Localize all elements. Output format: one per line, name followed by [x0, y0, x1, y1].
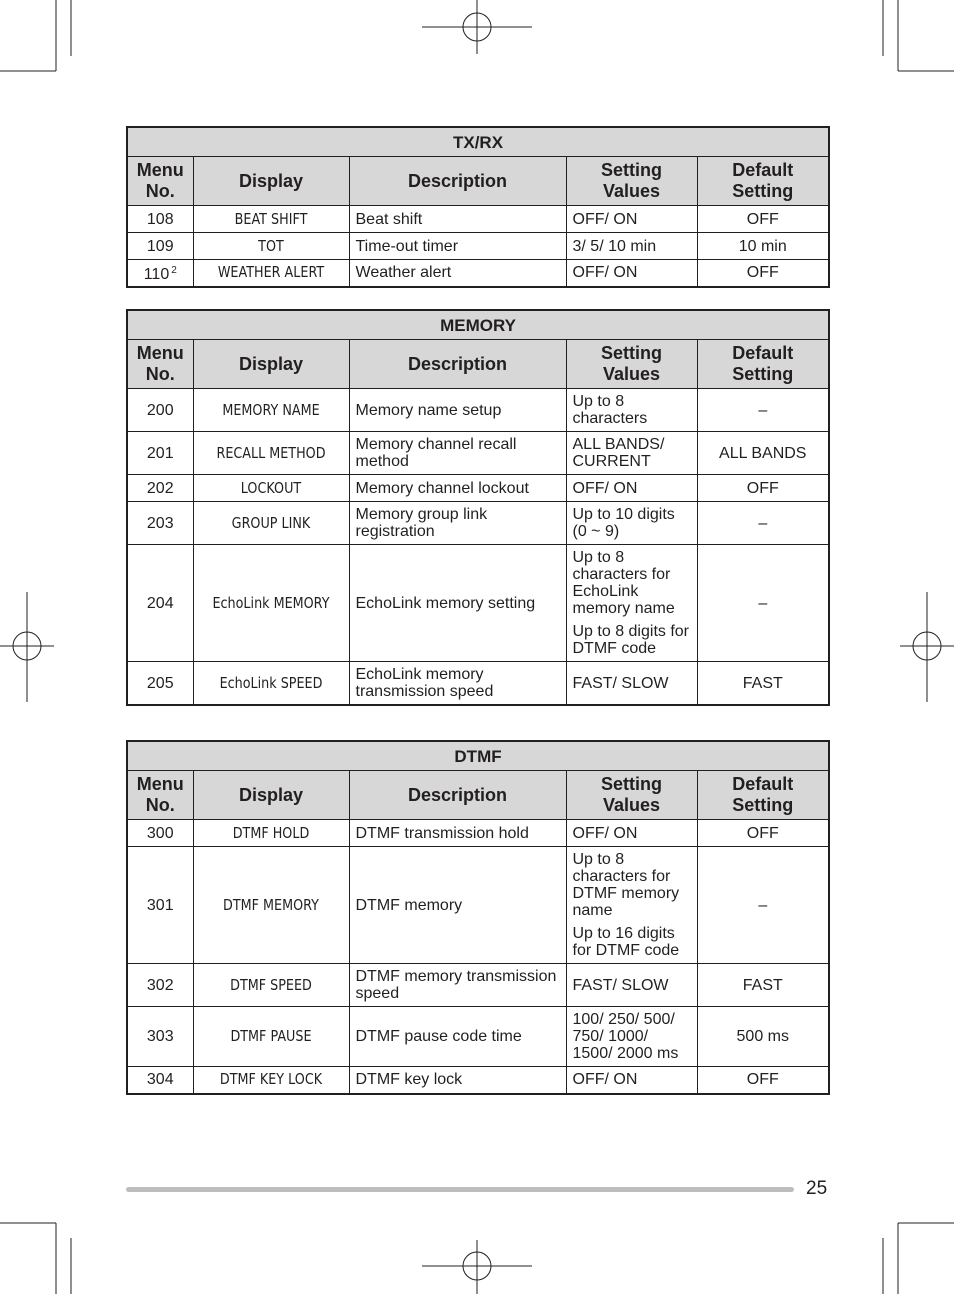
- menu-no-cell: [127, 1007, 193, 1067]
- setting-values-cell: [566, 233, 697, 260]
- header-setting-values: Setting Values: [566, 340, 697, 389]
- setting-value: Up to 10 digits (0 ~ 9): [572, 506, 675, 540]
- header-display: Display: [193, 157, 349, 206]
- table-title: TX/RX: [127, 127, 829, 157]
- menu-no-cell: [127, 662, 193, 706]
- default-setting-cell: OFF: [697, 206, 829, 233]
- setting-value: Up to 8 characters for EchoLink memory name: [572, 549, 675, 617]
- table-row: [127, 502, 829, 545]
- description-cell: EchoLink memory transmission speed: [349, 662, 566, 706]
- table-row: [127, 233, 829, 260]
- description-cell: Weather alert: [349, 260, 566, 287]
- setting-value: FAST/ SLOW: [572, 976, 669, 994]
- default-setting-cell: –: [697, 389, 829, 432]
- menu-no: 204: [146, 594, 174, 612]
- txrx-table: [126, 126, 830, 288]
- page-number: 25: [806, 1178, 828, 1199]
- display-cell: DTMF HOLD: [205, 820, 338, 847]
- header-default-setting: Default Setting: [697, 771, 829, 820]
- menu-no-cell: [127, 545, 193, 662]
- description-cell: DTMF transmission hold: [349, 820, 566, 847]
- setting-values-cell: [566, 1067, 697, 1094]
- menu-no: 304: [146, 1071, 174, 1089]
- setting-values-cell: [566, 389, 697, 432]
- setting-value: Up to 8 digits for DTMF code: [572, 623, 689, 657]
- setting-value: Up to 8 characters for DTMF memory name: [572, 851, 680, 919]
- menu-no: 200: [146, 401, 174, 419]
- description-cell: EchoLink memory setting: [349, 545, 566, 662]
- display-cell: DTMF PAUSE: [205, 1007, 338, 1067]
- table-row: [127, 432, 829, 475]
- display-cell: WEATHER ALERT: [205, 260, 338, 287]
- header-default-setting: Default Setting: [697, 340, 829, 389]
- default-setting-cell: ALL BANDS: [697, 432, 829, 475]
- dtmf-section: [126, 740, 830, 1095]
- setting-value: OFF/ ON: [572, 210, 638, 228]
- setting-values-cell: [566, 206, 697, 233]
- menu-no-cell: [127, 502, 193, 545]
- menu-no: 202: [146, 479, 174, 497]
- menu-no-cell: [127, 847, 193, 964]
- menu-no-cell: [127, 260, 193, 287]
- setting-value: OFF/ ON: [572, 479, 638, 497]
- table-body: [127, 206, 829, 287]
- memory-table: [126, 309, 830, 706]
- header-description: Description: [349, 157, 566, 206]
- table-row: [127, 260, 829, 287]
- table-row: [127, 847, 829, 964]
- display-cell: TOT: [205, 233, 338, 260]
- txrx-section: [126, 126, 830, 288]
- description-cell: Memory channel recall method: [349, 432, 566, 475]
- menu-no: 303: [146, 1028, 174, 1045]
- table-body: [127, 389, 829, 706]
- table-title: MEMORY: [127, 310, 829, 340]
- display-cell: BEAT SHIFT: [205, 206, 338, 233]
- description-cell: Memory name setup: [349, 389, 566, 432]
- description-cell: DTMF memory: [349, 847, 566, 964]
- header-display: Display: [193, 340, 349, 389]
- setting-value: FAST/ SLOW: [572, 674, 669, 692]
- menu-no-cell: [127, 475, 193, 502]
- table-row: [127, 964, 829, 1007]
- default-setting-cell: 10 min: [697, 233, 829, 260]
- setting-values-cell: [566, 847, 697, 964]
- default-setting-cell: OFF: [697, 820, 829, 847]
- setting-values-cell: [566, 502, 697, 545]
- setting-value: OFF/ ON: [572, 1071, 638, 1089]
- setting-value: OFF/ ON: [572, 264, 638, 282]
- display-cell: DTMF KEY LOCK: [205, 1067, 338, 1094]
- header-description: Description: [349, 340, 566, 389]
- setting-values-cell: [566, 475, 697, 502]
- description-cell: DTMF memory transmission speed: [349, 964, 566, 1007]
- dtmf-table: [126, 740, 830, 1095]
- setting-values-cell: [566, 432, 697, 475]
- display-cell: DTMF MEMORY: [205, 847, 338, 964]
- setting-values-cell: [566, 260, 697, 287]
- menu-no: 205: [146, 674, 174, 692]
- table-row: [127, 206, 829, 233]
- setting-values-cell: [566, 545, 697, 662]
- footer-rule: [126, 1187, 794, 1192]
- description-cell: Memory channel lockout: [349, 475, 566, 502]
- default-setting-cell: –: [697, 847, 829, 964]
- default-setting-cell: OFF: [697, 260, 829, 287]
- header-menu-no: Menu No.: [127, 157, 193, 206]
- header-default-setting: Default Setting: [697, 157, 829, 206]
- table-row: [127, 820, 829, 847]
- setting-value: Up to 16 digits for DTMF code: [572, 925, 680, 959]
- description-cell: Time-out timer: [349, 233, 566, 260]
- menu-no-cell: [127, 389, 193, 432]
- setting-value: 100/ 250/ 500/ 750/ 1000/ 1500/ 2000 ms: [572, 1011, 679, 1062]
- table-row: [127, 662, 829, 706]
- header-display: Display: [193, 771, 349, 820]
- display-cell: RECALL METHOD: [205, 432, 338, 475]
- display-cell: GROUP LINK: [205, 502, 338, 545]
- setting-values-cell: [566, 1007, 697, 1067]
- menu-no: 203: [146, 514, 174, 532]
- default-setting-cell: –: [697, 502, 829, 545]
- menu-no: 300: [146, 824, 174, 842]
- description-cell: DTMF key lock: [349, 1067, 566, 1094]
- menu-no: 302: [146, 976, 174, 994]
- menu-no-cell: [127, 206, 193, 233]
- table-row: [127, 545, 829, 662]
- table-row: [127, 389, 829, 432]
- footnote-marker: 2: [171, 265, 177, 277]
- default-setting-cell: 500 ms: [697, 1007, 829, 1067]
- menu-no: 110: [143, 266, 170, 284]
- menu-no: 301: [146, 896, 174, 914]
- header-menu-no: Menu No.: [127, 771, 193, 820]
- menu-no-cell: [127, 820, 193, 847]
- table-body: [127, 820, 829, 1094]
- setting-value: Up to 8 characters: [572, 393, 648, 427]
- menu-no-cell: [127, 432, 193, 475]
- header-menu-no: Menu No.: [127, 340, 193, 389]
- default-setting-cell: OFF: [697, 1067, 829, 1094]
- setting-values-cell: [566, 964, 697, 1007]
- display-cell: EchoLink SPEED: [205, 662, 338, 706]
- header-setting-values: Setting Values: [566, 157, 697, 206]
- default-setting-cell: FAST: [697, 662, 829, 706]
- setting-values-cell: [566, 820, 697, 847]
- menu-no-cell: [127, 964, 193, 1007]
- description-cell: DTMF pause code time: [349, 1007, 566, 1067]
- header-description: Description: [349, 771, 566, 820]
- menu-no: 201: [146, 444, 174, 462]
- default-setting-cell: –: [697, 545, 829, 662]
- header-setting-values: Setting Values: [566, 771, 697, 820]
- memory-section: [126, 309, 830, 706]
- display-cell: EchoLink MEMORY: [205, 545, 338, 662]
- description-cell: Memory group link registration: [349, 502, 566, 545]
- setting-value: ALL BANDS/ CURRENT: [572, 436, 665, 470]
- default-setting-cell: OFF: [697, 475, 829, 502]
- menu-no: 109: [146, 237, 174, 255]
- table-row: [127, 1007, 829, 1067]
- menu-no: 108: [146, 210, 174, 228]
- menu-no-cell: [127, 233, 193, 260]
- display-cell: LOCKOUT: [205, 475, 338, 502]
- setting-values-cell: [566, 662, 697, 706]
- display-cell: MEMORY NAME: [205, 389, 338, 432]
- default-setting-cell: FAST: [697, 964, 829, 1007]
- table-title: DTMF: [127, 741, 829, 771]
- display-cell: DTMF SPEED: [205, 964, 338, 1007]
- setting-value: OFF/ ON: [572, 824, 638, 842]
- menu-no-cell: [127, 1067, 193, 1094]
- table-row: [127, 475, 829, 502]
- setting-value: 3/ 5/ 10 min: [572, 237, 657, 255]
- description-cell: Beat shift: [349, 206, 566, 233]
- table-row: [127, 1067, 829, 1094]
